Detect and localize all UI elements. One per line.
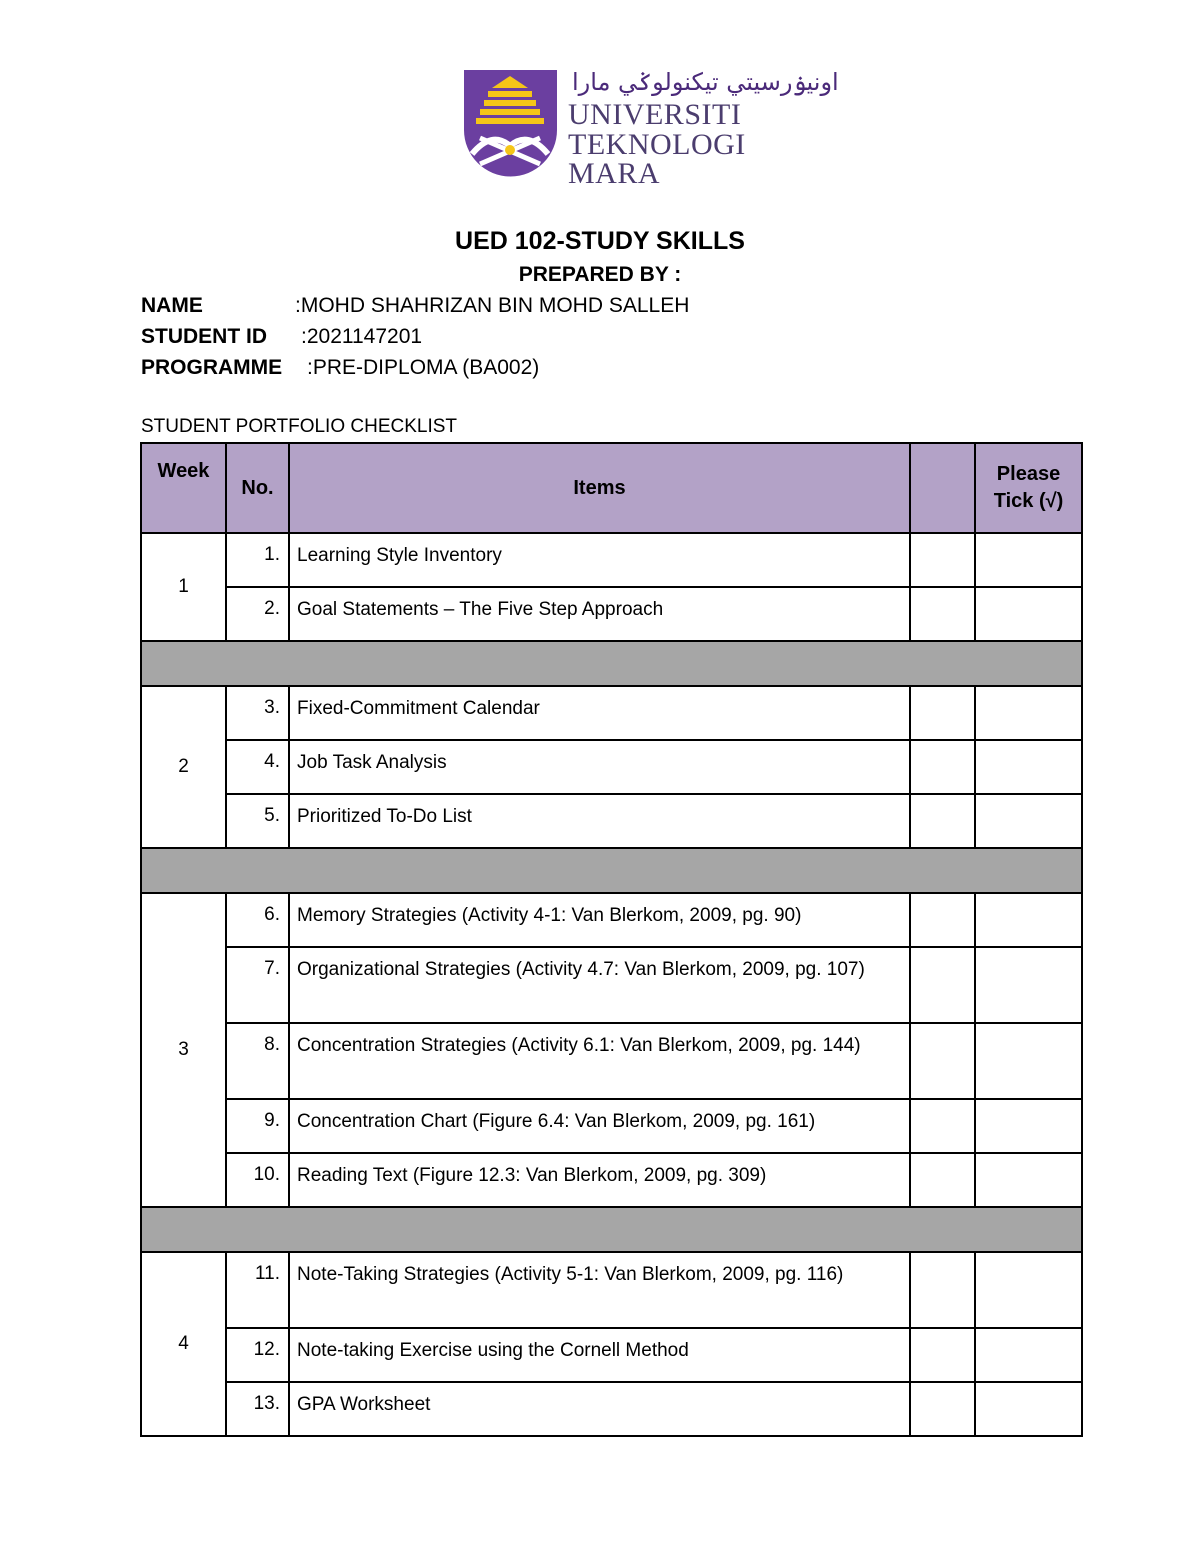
name-value: :MOHD SHAHRIZAN BIN MOHD SALLEH (295, 294, 690, 317)
item-number: 11. (226, 1252, 289, 1328)
item-text: Reading Text (Figure 12.3: Van Blerkom, 2009, pg. 309) (289, 1153, 910, 1207)
table-row (141, 1153, 1082, 1207)
tick-cell[interactable] (975, 686, 1082, 740)
logo-arabic-text: اونيۏرسيتي تيكنولوݢي مارا (572, 68, 839, 96)
item-number: 7. (226, 947, 289, 1023)
week-cell: 2 (141, 686, 226, 848)
table-row (141, 587, 1082, 641)
portfolio-checklist-table (140, 442, 1083, 1437)
item-text: Prioritized To-Do List (289, 794, 910, 848)
blank-cell (910, 1382, 975, 1436)
table-row (141, 740, 1082, 794)
table-row (141, 893, 1082, 947)
student-id-value: :2021147201 (301, 325, 423, 348)
programme-label: PROGRAMME (141, 356, 283, 379)
tick-cell[interactable] (975, 1382, 1082, 1436)
university-logo (462, 68, 839, 190)
table-row (141, 1099, 1082, 1153)
item-text: Organizational Strategies (Activity 4.7: Van Blerkom, 2009, pg. 107) (289, 947, 910, 1023)
separator-cell (141, 641, 1082, 686)
blank-cell (910, 686, 975, 740)
week-cell: 4 (141, 1252, 226, 1436)
tick-cell[interactable] (975, 1328, 1082, 1382)
blank-cell (910, 1023, 975, 1099)
uitm-crest-icon (462, 68, 562, 186)
item-number: 6. (226, 893, 289, 947)
tick-cell[interactable] (975, 1153, 1082, 1207)
table-row (141, 947, 1082, 1023)
item-number: 4. (226, 740, 289, 794)
logo-line-universiti: UNIVERSITI (568, 98, 742, 131)
item-text: Job Task Analysis (289, 740, 910, 794)
prepared-by-label: PREPARED BY : (518, 263, 682, 286)
item-number: 12. (226, 1328, 289, 1382)
item-number: 10. (226, 1153, 289, 1207)
blank-cell (910, 1153, 975, 1207)
item-text: Note-taking Exercise using the Cornell Method (289, 1328, 910, 1382)
separator-cell (141, 848, 1082, 893)
week-cell: 3 (141, 893, 226, 1207)
logo-line-mara: MARA (568, 157, 661, 190)
header-week: Week (141, 443, 226, 533)
item-text: Memory Strategies (Activity 4-1: Van Blerkom, 2009, pg. 90) (289, 893, 910, 947)
programme-value: :PRE-DIPLOMA (BA002) (307, 356, 540, 379)
tick-cell[interactable] (975, 1023, 1082, 1099)
week-separator-row (141, 641, 1082, 686)
student-id-label: STUDENT ID (141, 325, 267, 348)
item-number: 13. (226, 1382, 289, 1436)
item-number: 3. (226, 686, 289, 740)
item-number: 9. (226, 1099, 289, 1153)
week-cell: 1 (141, 533, 226, 641)
item-number: 5. (226, 794, 289, 848)
blank-cell (910, 794, 975, 848)
header-no: No. (226, 443, 289, 533)
table-row (141, 794, 1082, 848)
header-items: Items (289, 443, 910, 533)
table-row (141, 1252, 1082, 1328)
blank-cell (910, 1099, 975, 1153)
table-header-row (141, 443, 1082, 533)
item-text: Goal Statements – The Five Step Approach (289, 587, 910, 641)
blank-cell (910, 533, 975, 587)
blank-cell (910, 587, 975, 641)
table-row (141, 1023, 1082, 1099)
blank-cell (910, 947, 975, 1023)
checklist-title: STUDENT PORTFOLIO CHECKLIST (141, 416, 458, 437)
tick-cell[interactable] (975, 740, 1082, 794)
blank-cell (910, 1252, 975, 1328)
logo-line-teknologi: TEKNOLOGI (568, 128, 746, 161)
programme-row (141, 356, 539, 380)
table-row (141, 1382, 1082, 1436)
blank-cell (910, 1328, 975, 1382)
item-number: 2. (226, 587, 289, 641)
name-label: NAME (141, 294, 203, 317)
item-text: Concentration Strategies (Activity 6.1: Van Blerkom, 2009, pg. 144) (289, 1023, 910, 1099)
item-text: Note-Taking Strategies (Activity 5-1: Van Blerkom, 2009, pg. 116) (289, 1252, 910, 1328)
item-text: Fixed-Commitment Calendar (289, 686, 910, 740)
table-row (141, 686, 1082, 740)
document-title: UED 102-STUDY SKILLS (455, 227, 745, 255)
name-row (141, 294, 689, 318)
table-row (141, 1328, 1082, 1382)
header-blank (910, 443, 975, 533)
table-row (141, 533, 1082, 587)
tick-cell[interactable] (975, 533, 1082, 587)
item-number: 8. (226, 1023, 289, 1099)
week-separator-row (141, 848, 1082, 893)
tick-cell[interactable] (975, 893, 1082, 947)
student-id-row (141, 325, 422, 349)
item-text: GPA Worksheet (289, 1382, 910, 1436)
tick-cell[interactable] (975, 947, 1082, 1023)
blank-cell (910, 740, 975, 794)
item-text: Concentration Chart (Figure 6.4: Van Blerkom, 2009, pg. 161) (289, 1099, 910, 1153)
separator-cell (141, 1207, 1082, 1252)
tick-cell[interactable] (975, 794, 1082, 848)
tick-cell[interactable] (975, 587, 1082, 641)
tick-cell[interactable] (975, 1252, 1082, 1328)
tick-cell[interactable] (975, 1099, 1082, 1153)
week-separator-row (141, 1207, 1082, 1252)
item-text: Learning Style Inventory (289, 533, 910, 587)
item-number: 1. (226, 533, 289, 587)
header-please-tick: Please Tick (√) (975, 443, 1082, 533)
blank-cell (910, 893, 975, 947)
